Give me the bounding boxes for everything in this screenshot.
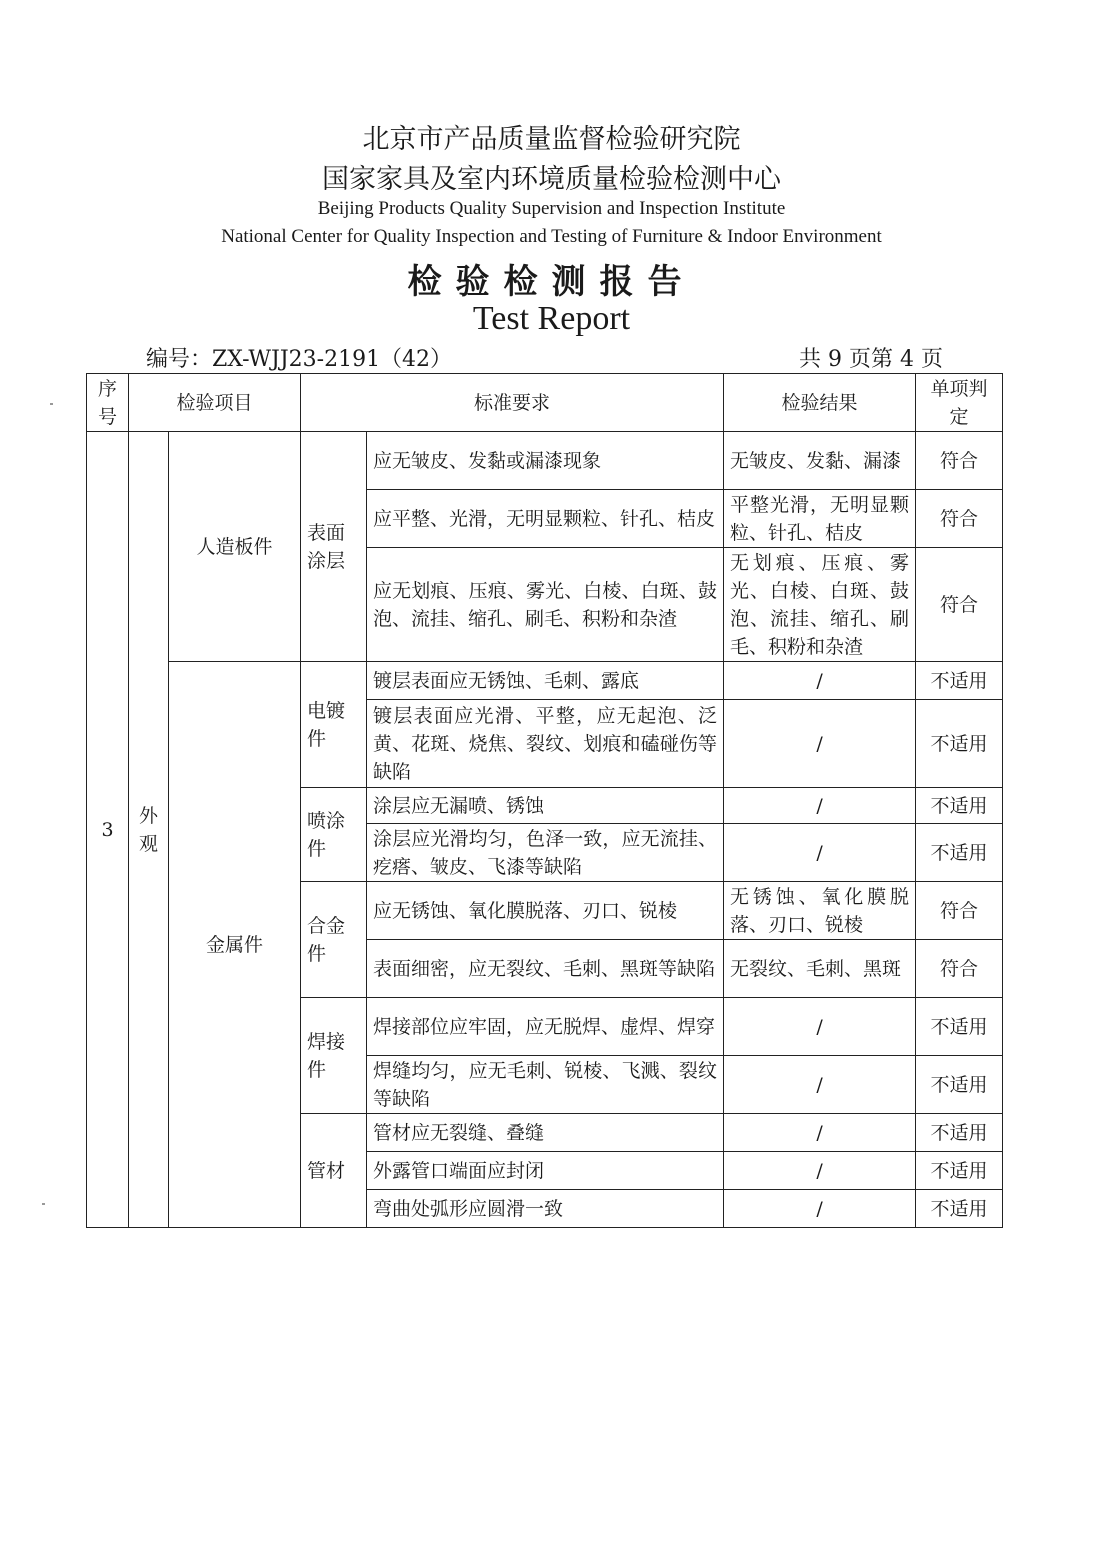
result-cell: 平整光滑，无明显颗粒、针孔、桔皮 [724, 490, 916, 548]
requirement-cell: 焊接部位应牢固，应无脱焊、虚焊、焊穿 [367, 998, 724, 1056]
requirement-cell: 应无锈蚀、氧化膜脱落、刃口、锐棱 [367, 882, 724, 940]
requirement-cell: 应平整、光滑，无明显颗粒、针孔、桔皮 [367, 490, 724, 548]
result-cell: / [724, 662, 916, 700]
verdict-cell: 符合 [916, 548, 1003, 662]
subgroup-name-cell: 电镀件 [301, 662, 367, 788]
page-info: 共 9 页第 4 页 [799, 347, 943, 372]
result-cell: / [724, 1056, 916, 1114]
group-name-cell: 金属件 [169, 662, 301, 1228]
center-name-en: National Center for Quality Inspection and Testing of Furniture & Indoor Environment [221, 226, 882, 247]
requirement-cell: 管材应无裂缝、叠缝 [367, 1114, 724, 1152]
result-cell: 无裂纹、毛刺、黑斑 [724, 940, 916, 998]
result-cell: / [724, 1114, 916, 1152]
verdict-cell: 不适用 [916, 998, 1003, 1056]
verdict-cell: 符合 [916, 940, 1003, 998]
verdict-cell: 不适用 [916, 1152, 1003, 1190]
requirement-cell: 表面细密，应无裂纹、毛刺、黑斑等缺陷 [367, 940, 724, 998]
scan-speck [42, 1203, 45, 1205]
verdict-cell: 不适用 [916, 662, 1003, 700]
result-cell: 无皱皮、发黏、漏漆 [724, 432, 916, 490]
requirement-cell: 应无划痕、压痕、雾光、白棱、白斑、鼓泡、流挂、缩孔、刷毛、积粉和杂渣 [367, 548, 724, 662]
verdict-cell: 符合 [916, 882, 1003, 940]
requirement-cell: 弯曲处弧形应圆滑一致 [367, 1190, 724, 1228]
subgroup-name-cell: 管材 [301, 1114, 367, 1228]
inspection-table [86, 373, 1003, 1228]
subgroup-name-cell: 喷涂件 [301, 788, 367, 882]
requirement-cell: 镀层表面应光滑、平整，应无起泡、泛黄、花斑、烧焦、裂纹、划痕和磕碰伤等缺陷 [367, 700, 724, 788]
verdict-cell: 符合 [916, 490, 1003, 548]
report-number: 编号：ZX-WJJ23-2191（42） [146, 347, 453, 372]
requirement-cell: 镀层表面应无锈蚀、毛刺、露底 [367, 662, 724, 700]
verdict-cell: 不适用 [916, 824, 1003, 882]
result-cell: 无划痕、压痕、雾光、白棱、白斑、鼓泡、流挂、缩孔、刷毛、积粉和杂渣 [724, 548, 916, 662]
requirement-cell: 涂层应光滑均匀，色泽一致，应无流挂、疙瘩、皱皮、飞漆等缺陷 [367, 824, 724, 882]
institute-name-en: Beijing Products Quality Supervision and Inspection Institute [317, 198, 786, 219]
verdict-cell: 不适用 [916, 1114, 1003, 1152]
result-cell: / [724, 998, 916, 1056]
header-result: 检验结果 [724, 374, 916, 432]
subgroup-name-cell: 表面涂层 [301, 432, 367, 662]
requirement-cell: 涂层应无漏喷、锈蚀 [367, 788, 724, 824]
header-seq: 序号 [87, 374, 129, 432]
header-requirement: 标准要求 [301, 374, 724, 432]
result-cell: / [724, 1190, 916, 1228]
header-item: 检验项目 [129, 374, 301, 432]
report-title-cn: 检验检测报告 [407, 262, 696, 302]
header-verdict: 单项判定 [916, 374, 1003, 432]
table-row [87, 662, 1003, 700]
result-cell: / [724, 788, 916, 824]
center-name-cn: 国家家具及室内环境质量检验检测中心 [322, 164, 781, 195]
verdict-cell: 不适用 [916, 1056, 1003, 1114]
verdict-cell: 不适用 [916, 1190, 1003, 1228]
requirement-cell: 应无皱皮、发黏或漏漆现象 [367, 432, 724, 490]
verdict-cell: 符合 [916, 432, 1003, 490]
table-header-row [87, 374, 1003, 432]
verdict-cell: 不适用 [916, 700, 1003, 788]
table-row [87, 432, 1003, 490]
result-cell: / [724, 1152, 916, 1190]
subgroup-name-cell: 焊接件 [301, 998, 367, 1114]
result-cell: / [724, 700, 916, 788]
report-title-en: Test Report [472, 300, 631, 337]
scan-speck [50, 403, 53, 405]
group-name-cell: 人造板件 [169, 432, 301, 662]
result-cell: / [724, 824, 916, 882]
result-cell: 无锈蚀、氧化膜脱落、刃口、锐棱 [724, 882, 916, 940]
verdict-cell: 不适用 [916, 788, 1003, 824]
subgroup-name-cell: 合金件 [301, 882, 367, 998]
requirement-cell: 焊缝均匀，应无毛刺、锐棱、飞溅、裂纹等缺陷 [367, 1056, 724, 1114]
seq-number-cell: 3 [87, 432, 129, 1228]
institute-name-cn: 北京市产品质量监督检验研究院 [362, 124, 741, 155]
requirement-cell: 外露管口端面应封闭 [367, 1152, 724, 1190]
category-cell: 外观 [129, 432, 169, 1228]
